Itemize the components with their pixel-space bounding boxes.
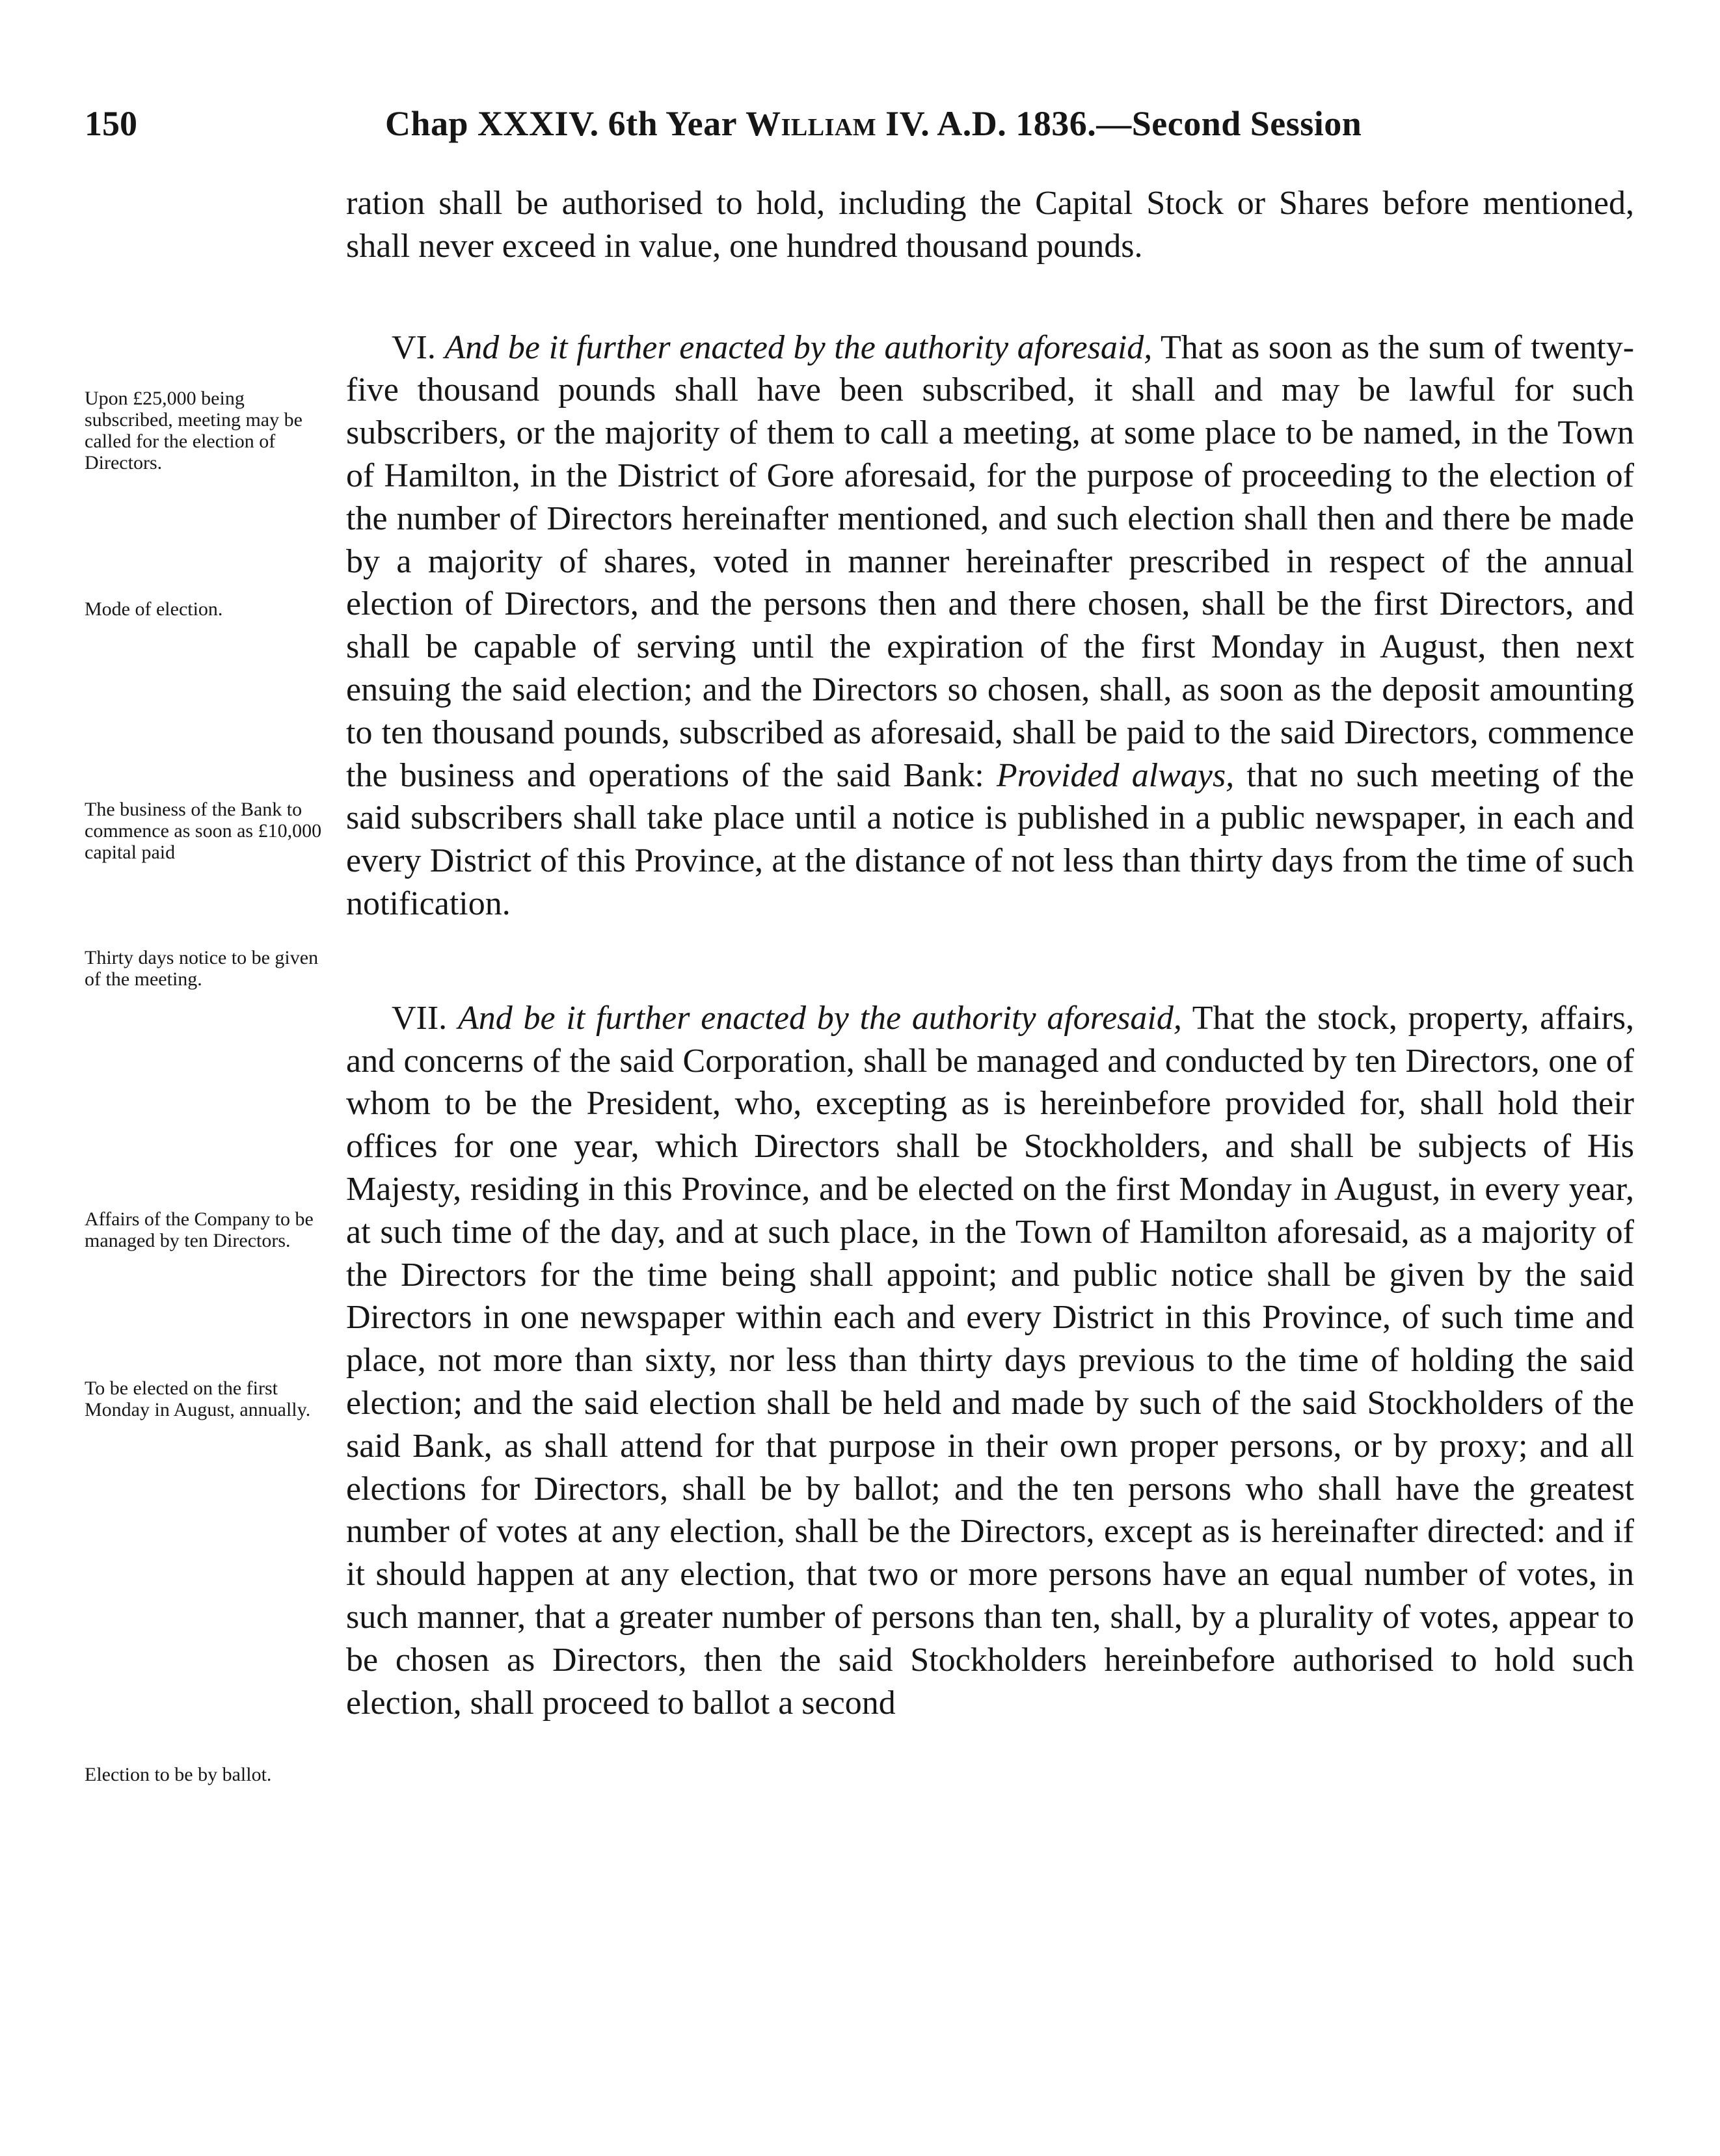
body-text (346, 182, 1634, 1724)
running-head-king: William (746, 104, 877, 143)
section-vii-number: VII. (392, 999, 448, 1037)
section-vi (346, 326, 1634, 925)
section-vi-text-part1: That as soon as the sum of twenty-five thousand pounds shall have been subscribed, it shall and may be lawful for such subscribers, or the majority of them to call a meeting, at some place to be named, in the Town of Hamilton, in the District of Gore aforesaid, for the purpose of proceeding to the election of the number of Directors hereinafter mentioned, and such election shall then and there be made by a majority of shares, voted in manner hereinafter prescribed in respect of the annual election of Directors, and the persons then and there chosen, shall be the first Directors, and shall be capable of serving until the expiration of the first Monday in August, then next ensuing the said election; and the Directors so chosen, shall, as soon as the deposit amounting to ten thousand pounds, subscribed as aforesaid, shall be paid to the said Directors, commence the business and operations of the said Bank: (346, 328, 1635, 794)
section-vi-enacting-clause: And be it further enacted by the authority aforesaid, (444, 328, 1153, 366)
section-vii (346, 997, 1634, 1725)
section-vi-number: VI. (392, 328, 436, 366)
section-vi-text-part2: that no such meeting of the said subscribers shall take place until a notice is published in a public newspaper, in each and every District of this Province, at the distance of not less than thirty days from the time of such notification. (346, 756, 1635, 922)
margin-note-business-commence: The business of the Bank to commence as soon as £10,000 capital paid (85, 799, 322, 863)
running-head-chapter: Chap XXXIV. 6th Year (385, 104, 737, 143)
running-head-regnal: IV. A.D. 1836.—Second Session (885, 104, 1362, 143)
running-head (385, 98, 1362, 150)
margin-note-ten-directors: Affairs of the Company to be managed by ten Directors. (85, 1208, 314, 1251)
margin-note-mode-of-election: Mode of election. (85, 598, 223, 620)
margin-note-ballot: Election to be by ballot. (85, 1764, 272, 1785)
section-vii-enacting-clause: And be it further enacted by the authority aforesaid, (457, 999, 1182, 1037)
section-vii-text: That the stock, property, affairs, and concerns of the said Corporation, shall be managed and conducted by ten Directors, one of whom to be the President, who, excepting as is hereinbefore provided for, shall hold their offices for one year, which Directors shall be Stockholders, and shall be subjects of His Majesty, residing in this Province, and be elected on the first Monday in August, in every year, at such time of the day, and at such place, in the Town of Hamilton aforesaid, as a majority of the Directors for the time being shall appoint; and public notice shall be given by the said Directors in one newspaper within each and every District in this Province, of such time and place, not more than sixty, nor less than thirty days previous to the time of holding the said election; and the said election shall be held and made by such of the said Stockholders of the said Bank, as shall attend for that purpose in their own proper persons, or by proxy; and all elections for Directors, shall be by ballot; and the ten persons who shall have the greatest number of votes at any election, shall be the Directors, except as is hereinafter directed: and if it should happen at any election, that two or more persons have an equal number of votes, in such manner, that a greater number of persons than ten, shall, by a plurality of votes, appear to be chosen as Directors, then the said Stockholders hereinbefore authorised to hold such election, shall proceed to ballot a second (346, 999, 1635, 1722)
margin-note-meeting: Upon £25,000 being subscribed, meeting may be called for the election of Directors. (85, 388, 302, 473)
margin-note-thirty-days: Thirty days notice to be given of the meeting. (85, 947, 319, 990)
page-number: 150 (85, 104, 137, 143)
margin-note-first-monday: To be elected on the first Monday in August, annually. (85, 1377, 311, 1420)
section-vi-proviso: Provided always, (996, 756, 1235, 794)
continuation-paragraph: ration shall be authorised to hold, including the Capital Stock or Shares before mentioned, shall never exceed in value, one hundred thousand pounds. (346, 185, 1634, 265)
page-header (85, 98, 1633, 150)
